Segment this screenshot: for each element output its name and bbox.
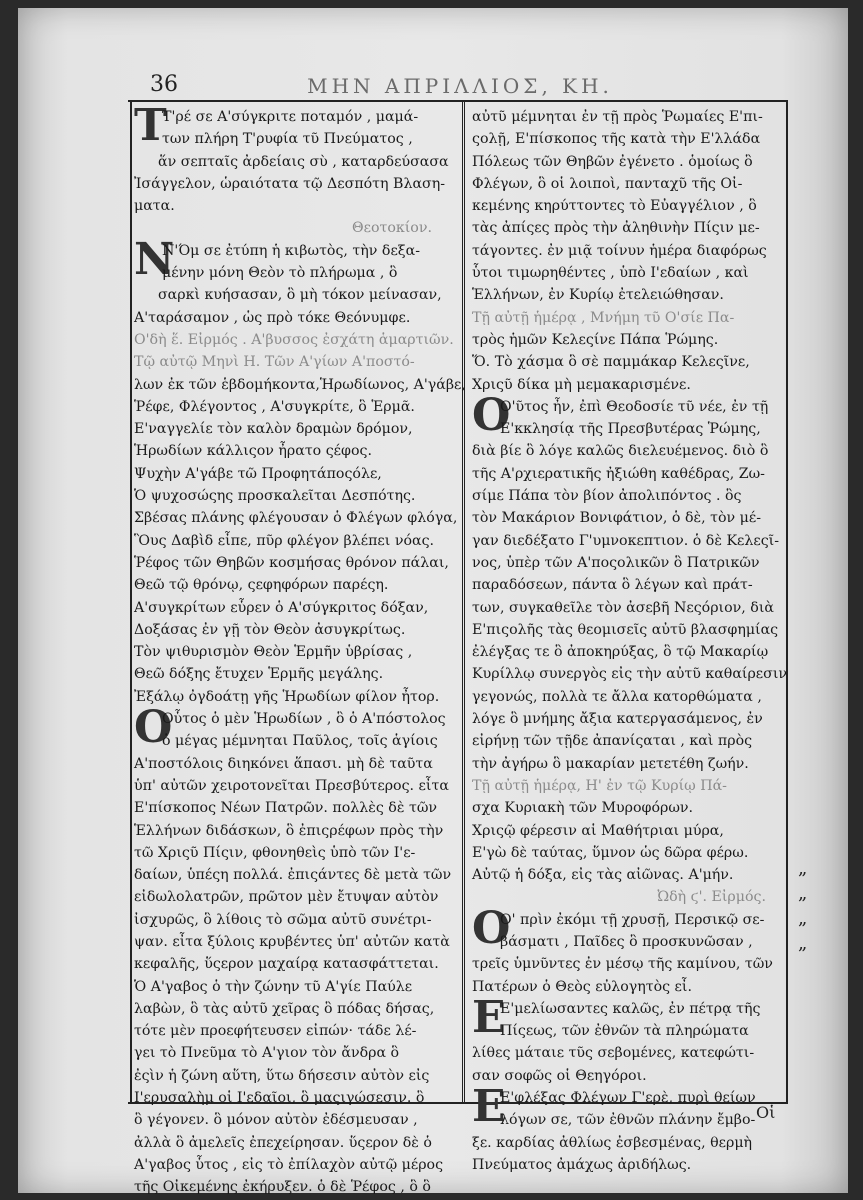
text-line: ἰσχυρῶς, ὃ λίθοις τὸ σῶμα αὐτῦ συνέτρι- <box>134 911 432 928</box>
text-line: διὰ βίε ὃ λόγε καλῶς διελευέμενος. διὸ ὃ <box>472 443 769 460</box>
text-line: Τ'ρέ σε Α'σύγκριτε ποταμόν , μαμά- <box>162 109 419 125</box>
text-line: τρεῖς ὑμνῦντες ἐν μέσῳ τῆς καμίνου, τῶν <box>472 956 773 973</box>
quote-mark: „ <box>798 908 808 929</box>
running-title: ΜΗΝ ΑΠΡΙΛΛΙΟΣ, ΚΗ. <box>307 74 613 98</box>
text-line: εἰρήνῃ τῶν τῇδε ἀπανίςαται , καὶ πρὸς <box>472 733 753 750</box>
text-line: Πίςεως, τῶν ἐθνῶν τὰ πληρώματα <box>500 1023 749 1040</box>
text-line: Ἐξάλῳ ὀγδοάτῃ γῆς Ἡρωδίων φίλον ἦτορ. <box>134 688 440 705</box>
text-line: βάσματι , Παῖδες ὃ προσκυνῶσαν , <box>500 933 753 950</box>
text-line: κεμένης κηρύττοντες τὸ Εὐαγγέλιον , ὃ <box>472 198 757 215</box>
book-page <box>18 8 848 1196</box>
text-line: ἅν σεπταῖς ἀρδείαις σὺ , καταρδεύσασα <box>158 153 449 170</box>
text-line: Ὁ ψυχοσώςης προσκαλεῖται Δεσπότης. <box>134 488 416 505</box>
text-line: Ῥέφος τῶν Θηβῶν κοσμήσας θρόνον πάλαι, <box>134 554 449 571</box>
text-line: Οὗτος ὁ μὲν Ἡρωδίων , ὃ ὁ Α'πόστολος <box>162 711 446 728</box>
text-line: Θεοτοκίον. <box>351 220 432 237</box>
drop-cap-initial: Ο <box>134 702 173 754</box>
text-line: Ε'πιςολῆς τὰς θεομισεῖς αὐτῦ βλασφημίας <box>472 621 779 638</box>
text-line: σαν σοφῶς οἱ Θεηγόροι. <box>472 1067 647 1084</box>
text-line: ἀλλὰ ὃ ἀμελεῖς ἐπεχείρησαν. ὕςερον δὲ ὁ <box>134 1134 432 1151</box>
text-line: νος, ὑπὲρ τῶν Α'ποςολικῶν ὃ Πατρικῶν <box>472 554 760 571</box>
text-line: ὗτοι τιμωρηθέντες , ὑπὸ Ι'εδαίων , καὶ <box>472 265 749 282</box>
text-line: Ο'ῦτος ἦν, ἐπὶ Θεοδοσίε τῦ νέε, ἐν τῇ <box>500 398 769 415</box>
text-line: Τὸν ψιθυρισμὸν Θεὸν Ἑρμῆν ὑβρίσας , <box>134 644 413 661</box>
text-line: σίμε Πάπα τὸν βίον ἀπολιπόντος . ὃς <box>472 488 742 505</box>
text-line: Ὁ Α'γαβος ὁ τὴν ζώνην τῦ Α'γίε Παύλε <box>134 978 413 995</box>
text-line: ψαν. εἶτα ξύλοις κρυβέντες ὑπ' αὐτῶν κατὰ <box>134 933 450 950</box>
text-line: ἐλέγξας τε ὃ ἀποκηρύξας, ὃ τῷ Μακαρίῳ <box>472 644 769 661</box>
text-line: κεφαλῆς, ὕςερον μαχαίρᾳ κατασφάττεται. <box>134 956 439 973</box>
text-line: Α'ταράσαμον , ὡς πρὸ τόκε Θεόνυμφε. <box>134 309 411 326</box>
text-line: αὐτῦ μέμνηται ἐν τῇ πρὸς Ῥωμαίες Ε'πι- <box>472 109 763 125</box>
text-line: σχα Κυριακὴ τῶν Μυροφόρων. <box>472 800 694 817</box>
text-line: λόγων σε, τῶν ἐθνῶν πλάνην ἔμβο- <box>500 1112 756 1129</box>
text-line: Πνεύματος ἀμάχως ἀριδήλως. <box>472 1156 692 1173</box>
drop-cap-initial: Ο <box>472 389 511 441</box>
text-line: μένην μόνη Θεὸν τὸ πλήρωμα , ὃ <box>162 265 398 282</box>
text-line: τῆς Α'ρχιερατικῆς ἠξιώθη καθέδρας, Ζω- <box>472 465 765 482</box>
left-border-rule <box>130 102 132 1102</box>
drop-cap-initial: Ο <box>472 902 511 954</box>
text-line: Α'ποστόλοις διηκόνει ἅπασι. μὴ δὲ ταῦτα <box>134 755 433 772</box>
drop-cap-initial: Ν <box>134 233 175 285</box>
margin-quote-marks <box>798 856 818 956</box>
text-line: Ἑλλήνων διδάσκων, ὃ ἐπιςρέφων πρὸς τὴν <box>134 822 444 839</box>
text-line: Τῇ αὐτῇ ἡμέρᾳ , Μνήμη τῦ Ο'σίε Πα- <box>472 309 735 326</box>
text-line: Ῥέφε, Φλέγοντος , Α'συγκρίτε, ὃ Ἑρμᾶ. <box>134 398 415 415</box>
running-header <box>130 72 790 100</box>
text-line: Ἑλλήνων, ἐν Κυρίῳ ἐτελειώθησαν. <box>472 287 724 304</box>
quote-mark: „ <box>798 858 808 879</box>
text-line: τὰς ἀπίςες πρὸς τὴν ἀληθινὴν Πίςιν με- <box>472 220 760 237</box>
text-line: Ὃυς Δαβὶδ εἶπε, πῦρ φλέγον βλέπει νόας. <box>134 532 435 549</box>
text-line: τῶ Χριςῦ Πίςιν, φθονηθεὶς ὑπὸ τῶν Ι'ε- <box>134 844 416 861</box>
text-line: Ε'φλέξας Φλέγων Γ'ερὲ, πυρὶ θείων <box>500 1090 756 1107</box>
text-line: ἐςὶν ἡ ζώνη αὕτη, ὕτω δήσεσιν αὐτὸν εἰς <box>134 1067 430 1084</box>
text-line: Πόλεως τῶν Θηβῶν ἐγένετο . ὁμοίως ὃ <box>472 153 753 170</box>
text-line: Θεῶ τῷ θρόνῳ, ςεφηφόρων παρέςη. <box>134 577 389 594</box>
text-line: λίθες μάταιε τῦς σεβομένες, κατεφώτι- <box>472 1045 755 1062</box>
drop-cap-initial: Ε <box>472 1081 506 1133</box>
text-line: Ἰσάγγελον, ὡραιότατα τῷ Δεσπότη Βλαση- <box>134 175 446 192</box>
text-line: Ο'δὴ ἕ. Εἰρμός . Α'βυσσος ἐσχάτη ἁμαρτιῶν. <box>134 331 454 348</box>
text-line: τὸν Μακάριον Βονιφάτιον, ὁ δὲ, τὸν μέ- <box>472 510 762 527</box>
text-line: Θεῶ δόξης ἔτυχεν Ἑρμῆς μεγάλης. <box>134 666 384 683</box>
page-number: 36 <box>150 72 178 97</box>
catchword: Οἱ <box>756 1103 776 1122</box>
text-line: λων ἐκ τῶν ἑβδομήκοντα,Ἡρωδίωνος, Α'γάβε, <box>134 376 466 393</box>
text-line: των πλήρη Τ'ρυφία τῦ Πνεύματος , <box>162 131 413 148</box>
text-line: Ε'κκλησίᾳ τῆς Πρεσβυτέρας Ῥώμης, <box>500 421 761 438</box>
text-line: ξε. καρδίας ἀθλίως ἐσβεσμένας, θερμὴ <box>472 1134 753 1151</box>
text-line: Δοξάσας ἐν γῇ τὸν Θεὸν ἀσυγκρίτως. <box>134 621 406 638</box>
text-line: Ὅ. Τὸ χάσμα ὃ σὲ παμμάκαρ Κελεςῖνε, <box>472 354 750 371</box>
text-line: Α'συγκρίτων εὗρεν ὁ Α'σύγκριτος δόξαν, <box>134 599 429 616</box>
text-line: Χριςῦ δίκα μὴ μεμακαρισμένε. <box>472 376 691 393</box>
text-line: σαρκὶ κυήσασαν, ὃ μὴ τόκον μείνασαν, <box>158 287 442 304</box>
text-line: γει τὸ Πνεῦμα τὸ Α'γιον τὸν ἄνδρα ὃ <box>134 1045 400 1062</box>
text-line: ὁ μέγας μέμνηται Παῦλος, τοῖς ἁγίοις <box>162 733 438 750</box>
text-line: Ἡρωδίων κάλλιςον ἦρατο ςέφος. <box>134 443 372 460</box>
text-line: Ὠδὴ ϛ'. Εἰρμός. <box>657 889 766 906</box>
text-line: Α'γαβος ὗτος , εἰς τὸ ἐπίλαχὸν αὐτῷ μέρος <box>134 1156 444 1173</box>
text-line: Ψυχὴν Α'γάβε τῶ Προφητάποςόλε, <box>134 465 382 482</box>
text-line: γεγονώς, πολλὰ τε ἄλλα κατορθώματα , <box>472 688 762 705</box>
text-line: εἰδωλολατρῶν, πρῶτον μὲν ἔτυψαν αὐτὸν <box>134 889 439 906</box>
text-line: τῆς Οἰκεμένης ἐκήρυξεν. ὁ δὲ Ῥέφος , ὃ ὃ <box>134 1179 431 1196</box>
text-line: Τῷ αὐτῷ Μηνὶ Η. Τῶν Α'γίων Α'ποστό- <box>134 354 415 371</box>
text-line: ςολῇ, Ε'πίσκοπος τῆς κατὰ τὴν Ε'λλάδα <box>472 131 761 148</box>
text-line: δαίων, ὑπέςη πολλά. ἐπιςάντες δὲ μετὰ τῶν <box>134 867 452 884</box>
text-line: Χριςῷ φέρεσιν αἱ Μαθήτριαι μύρα, <box>472 822 724 839</box>
text-line: παραδόσεων, πάντα ὃ λέγων καὶ πράτ- <box>472 577 753 594</box>
text-line: τότε μὲν προεφήτευσεν εἰπών· τάδε λέ- <box>134 1023 417 1040</box>
text-line: Ο' πρὶν ἐκόμι τῇ χρυσῇ, Περσικῷ σε- <box>500 911 765 928</box>
text-line: Σβέσας πλάνης φλέγουσαν ὁ Φλέγων φλόγα, <box>134 510 458 527</box>
right-column <box>472 106 788 1173</box>
text-line: ματα. <box>134 198 175 215</box>
text-line: γαν διεδέξατο Γ'υμνοκεπτιον. ὁ δὲ Κελεςῖ- <box>472 532 780 549</box>
text-block <box>128 100 788 1196</box>
quote-mark: „ <box>798 933 808 954</box>
drop-cap-initial: Ε <box>472 991 506 1043</box>
text-line: των, συγκαθεῖλε τὸν ἀσεβῆ Νεςόριον, διὰ <box>472 599 774 616</box>
text-line: Ε'πίσκοπος Νέων Πατρῶν. πολλὲς δὲ τῶν <box>134 800 438 817</box>
text-line: Ν'Όμ σε ἐτύπη ἡ κιβωτὸς, τὴν δεξα- <box>162 242 420 259</box>
text-line: Πατέρων ὁ Θεὸς εὐλογητὸς εἶ. <box>472 978 692 995</box>
column-divider <box>462 102 465 1102</box>
text-line: Τῇ αὐτῇ ἡμέρᾳ, Η' ἐν τῷ Κυρίῳ Πά- <box>472 777 727 794</box>
text-line: Φλέγων, ὃ οἱ λοιποὶ, πανταχῦ τῆς Οἰ- <box>472 175 743 192</box>
text-line: ὑπ' αὐτῶν χειροτονεῖται Πρεσβύτερος. εἶτα <box>134 777 449 794</box>
text-line: Ε'μελίωσαντες καλῶς, ἐν πέτρᾳ τῆς <box>500 1000 761 1017</box>
drop-cap-initial: Τ <box>134 100 167 151</box>
text-line: Ι'ερυσαλὴμ οἱ Ι'εδαῖοι, ὃ μαςιγώσεσιν. ὃ <box>134 1090 425 1107</box>
text-line: λαβὼν, ὃ τὰς αὐτῦ χεῖρας ὃ πόδας δήσας, <box>134 1000 435 1017</box>
text-line: τάγοντες. ἐν μιᾷ τοίνυν ἡμέρα διαφόρως <box>472 242 767 259</box>
text-line: Κυρίλλῳ συνεργὸς εἰς τὴν αὐτῦ καθαίρεσιν <box>472 666 788 683</box>
text-line: Ε'γὼ δὲ ταύτας, ὕμνον ὡς δῶρα φέρω. <box>472 844 749 861</box>
left-column <box>134 100 466 1196</box>
text-line: λόγε ὃ μνήμης ἄξια κατεργασάμενος, ἐν <box>472 711 763 728</box>
quote-mark: „ <box>798 883 808 904</box>
text-line: Ε'ναγγελίε τὸν καλὸν δραμὼν δρόμον, <box>134 421 413 438</box>
right-border-rule <box>786 102 788 1102</box>
text-line: τὴν ἀγήρω ὃ μακαρίαν μετετέθη ζωήν. <box>472 755 749 772</box>
text-line: ὃ γέγονεν. ὃ μόνον αὐτὸν ἐδέσμευσαν , <box>134 1112 418 1129</box>
text-line: τρὸς ἡμῶν Κελεςίνε Πάπα Ῥώμης. <box>472 331 719 348</box>
text-line: Αὐτῷ ἡ δόξα, εἰς τὰς αἰῶνας. Α'μήν. <box>472 867 734 884</box>
